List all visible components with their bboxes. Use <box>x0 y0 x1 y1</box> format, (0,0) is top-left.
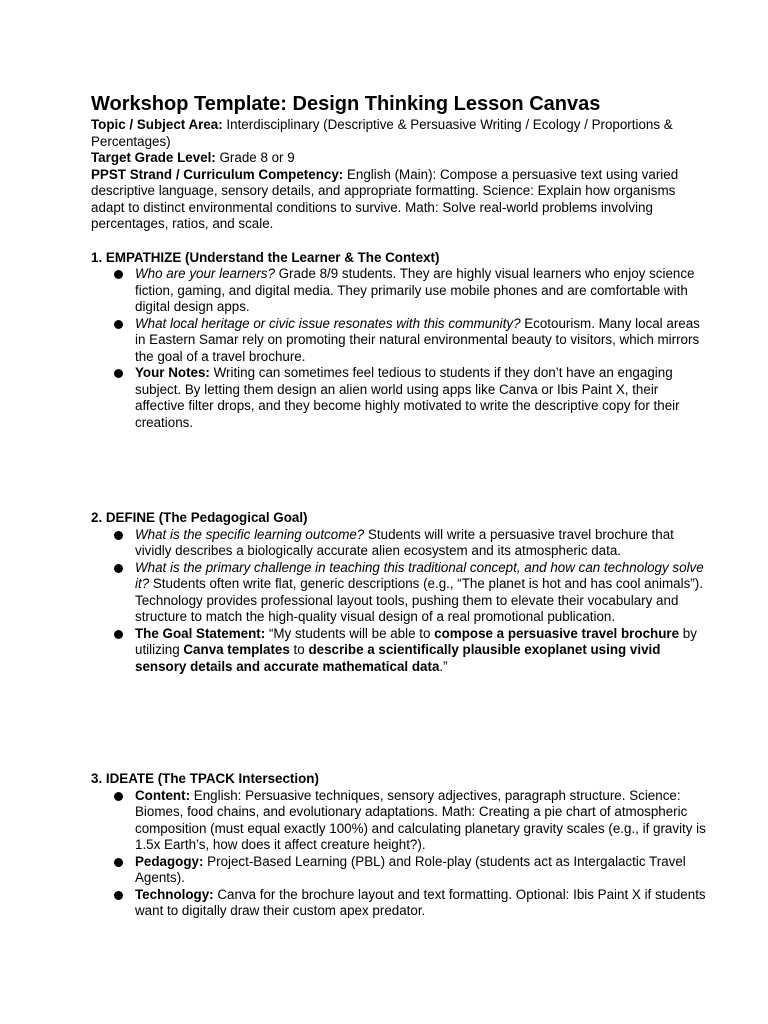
bullet-label: The Goal Statement: <box>135 625 266 641</box>
bullet-icon <box>114 792 123 801</box>
bullet-text: English: Persuasive techniques, sensory adjectives, paragraph structure. Science: Biomes, food chains, and evolutionary adaptations. Math: Creating a pie chart of atmospheric composition (must equal exactly 100%) and calculating planetary gravity scales (e.g., if gravity is 1.5x Earth’s, how does it affect creature height?). <box>135 787 706 852</box>
list-item <box>135 854 708 887</box>
competency-line <box>91 167 708 233</box>
bullet-icon <box>114 630 123 639</box>
section-define <box>91 510 708 675</box>
topic-line <box>91 117 708 150</box>
list-item <box>135 266 708 316</box>
bullet-prompt: Who are your learners? <box>135 266 275 281</box>
section-ideate <box>91 771 708 920</box>
bullet-prompt: What is the specific learning outcome? <box>135 526 365 542</box>
goal-text: “My students will be able to <box>265 625 435 641</box>
competency-label: PPST Strand / Curriculum Competency: <box>91 166 344 182</box>
section-heading: 1. EMPATHIZE (Understand the Learner & The Context) <box>91 249 440 265</box>
bullet-label: Your Notes: <box>135 365 210 380</box>
list-item <box>135 626 708 676</box>
list-item <box>135 788 708 854</box>
bullet-text: Writing can sometimes feel tedious to students if they don’t have an engaging subject. By letting them design an alien world using apps like Canva or Ibis Paint X, their affective filter drops, and they become highly motivated to write the descriptive copy for their creations. <box>135 365 680 430</box>
bullet-prompt: What is the primary challenge in teaching this traditional concept, and how can technology solve it? <box>135 559 704 591</box>
bullet-text: Ecotourism. Many local areas in Eastern Samar rely on promoting their natural environmental beauty to visitors, which mirrors the goal of a travel brochure. <box>135 315 700 364</box>
grade-label: Target Grade Level: <box>91 150 216 165</box>
list-item <box>135 560 708 626</box>
topic-label: Topic / Subject Area: <box>91 117 223 132</box>
document-title: Workshop Template: Design Thinking Lesson Canvas <box>91 93 601 115</box>
bullet-list <box>91 527 708 676</box>
bullet-text: Students will write a persuasive travel brochure that vividly describes a biologically accurate alien ecosystem and its atmospheric data. <box>135 526 674 558</box>
list-item <box>135 887 708 920</box>
bullet-prompt: What local heritage or civic issue resonates with this community? <box>135 315 521 331</box>
bullet-text: Project-Based Learning (PBL) and Role-play (students act as Intergalactic Travel Agents). <box>135 853 686 885</box>
bullet-text: Canva for the brochure layout and text formatting. Optional: Ibis Paint X if students want to digitally draw their custom apex predator. <box>135 886 706 918</box>
bullet-icon <box>114 531 123 540</box>
bullet-list <box>91 788 708 920</box>
goal-text: by utilizing <box>135 625 697 657</box>
section-empathize <box>91 250 708 432</box>
goal-text: to <box>289 642 309 657</box>
goal-emphasis: describe a scientifically plausible exoplanet using vivid sensory details and accurate mathematical data <box>135 642 661 674</box>
grade-value: Grade 8 or 9 <box>215 150 295 165</box>
bullet-list <box>91 266 708 431</box>
bullet-label: Technology: <box>135 886 214 902</box>
grade-line <box>91 150 708 167</box>
goal-emphasis: compose a persuasive travel brochure <box>434 625 680 641</box>
bullet-icon <box>114 270 123 279</box>
bullet-icon <box>114 891 123 900</box>
section-heading: 2. DEFINE (The Pedagogical Goal) <box>91 510 308 525</box>
list-item <box>135 316 708 366</box>
competency-value: English (Main): Compose a persuasive text using varied descriptive language, sensory details, and appropriate formatting. Science: Explain how organisms adapt to distinct environmental conditions to survive. Math: Solve real-world problems involving percentages, ratios, and scale. <box>91 166 679 231</box>
list-item <box>135 527 708 560</box>
topic-value: Interdisciplinary (Descriptive & Persuasive Writing / Ecology / Proportions & Percentages) <box>91 117 673 149</box>
bullet-icon <box>114 369 123 378</box>
goal-text: .” <box>439 658 448 674</box>
bullet-icon <box>114 564 123 573</box>
bullet-label: Content: <box>135 787 191 803</box>
bullet-text: Grade 8/9 students. They are highly visual learners who enjoy science fiction, gaming, and digital media. They primarily use mobile phones and are comfortable with digital design apps. <box>135 266 695 314</box>
goal-emphasis: Canva templates <box>183 642 290 657</box>
bullet-icon <box>114 320 123 329</box>
section-heading: 3. IDEATE (The TPACK Intersection) <box>91 771 319 786</box>
bullet-label: Pedagogy: <box>135 853 204 869</box>
bullet-icon <box>114 858 123 867</box>
list-item <box>135 365 708 431</box>
bullet-text: Students often write flat, generic descriptions (e.g., “The planet is hot and has cool animals”). Technology provides professional layout tools, pushing them to elevate their vocabulary and structure to match the high-quality visual design of a real promotional publication. <box>135 576 703 624</box>
